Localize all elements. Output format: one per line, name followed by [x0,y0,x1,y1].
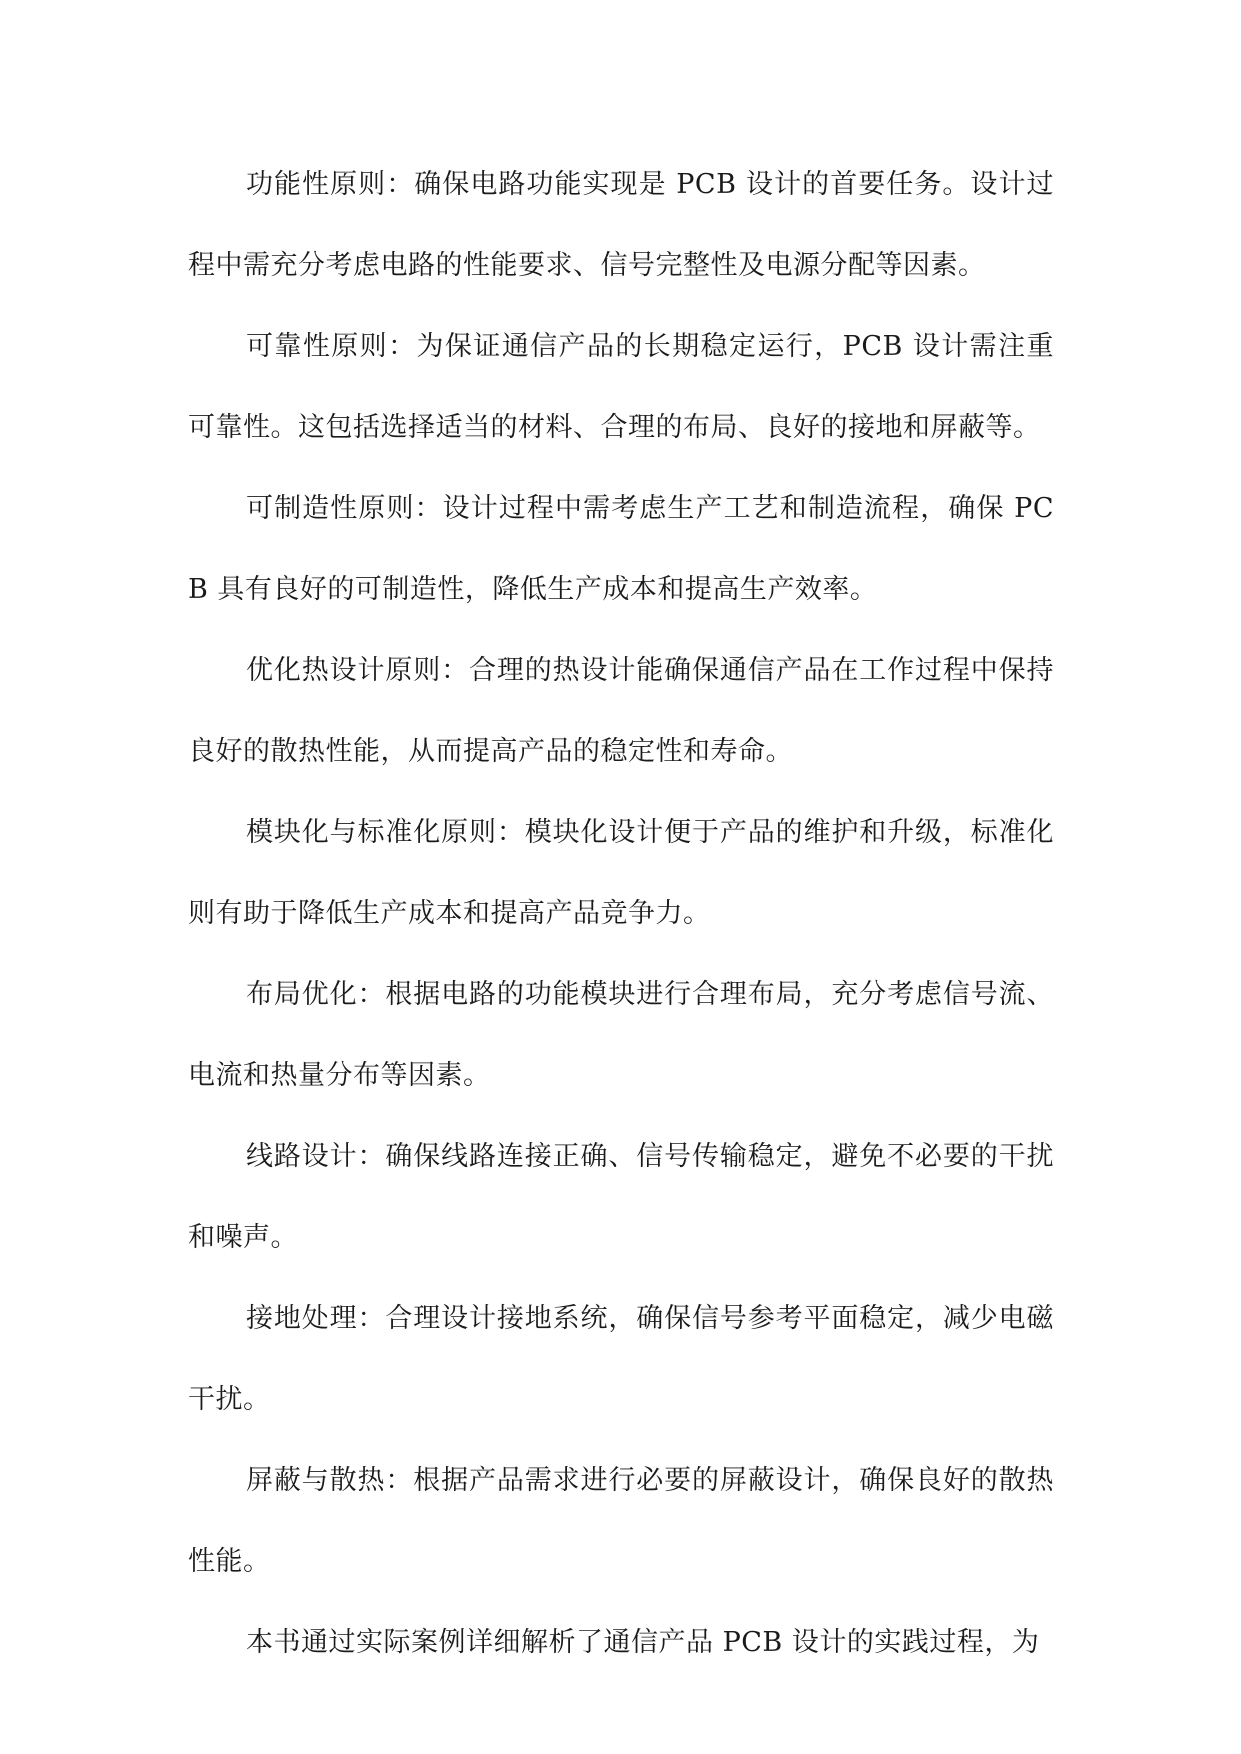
paragraph-circuit-design: 线路设计：确保线路连接正确、信号传输稳定，避免不必要的干扰和噪声。 [188,1141,1054,1253]
paragraph-reliability-principle: 可靠性原则：为保证通信产品的长期稳定运行，PCB 设计需注重可靠性。这包括选择适当的材料、合理的布局、良好的接地和屏蔽等。 [188,331,1054,443]
paragraph-layout-optimization: 布局优化：根据电路的功能模块进行合理布局，充分考虑信号流、电流和热量分布等因素。 [188,979,1054,1091]
paragraph-thermal-design-principle: 优化热设计原则：合理的热设计能确保通信产品在工作过程中保持良好的散热性能，从而提高产品的稳定性和寿命。 [188,655,1054,767]
paragraph-manufacturability-principle: 可制造性原则：设计过程中需考虑生产工艺和制造流程，确保 PCB 具有良好的可制造性，降低生产成本和提高生产效率。 [188,493,1054,605]
paragraph-shielding-cooling: 屏蔽与散热：根据产品需求进行必要的屏蔽设计，确保良好的散热性能。 [188,1465,1054,1577]
paragraph-modularization-principle: 模块化与标准化原则：模块化设计便于产品的维护和升级，标准化则有助于降低生产成本和提高产品竞争力。 [188,817,1054,929]
document-body [188,144,1054,1683]
paragraph-functional-principle: 功能性原则：确保电路功能实现是 PCB 设计的首要任务。设计过程中需充分考虑电路的性能要求、信号完整性及电源分配等因素。 [188,169,1054,281]
paragraph-grounding: 接地处理：合理设计接地系统，确保信号参考平面稳定，减少电磁干扰。 [188,1303,1054,1415]
paragraph-book-summary: 本书通过实际案例详细解析了通信产品 PCB 设计的实践过程，为 [246,1627,1040,1658]
